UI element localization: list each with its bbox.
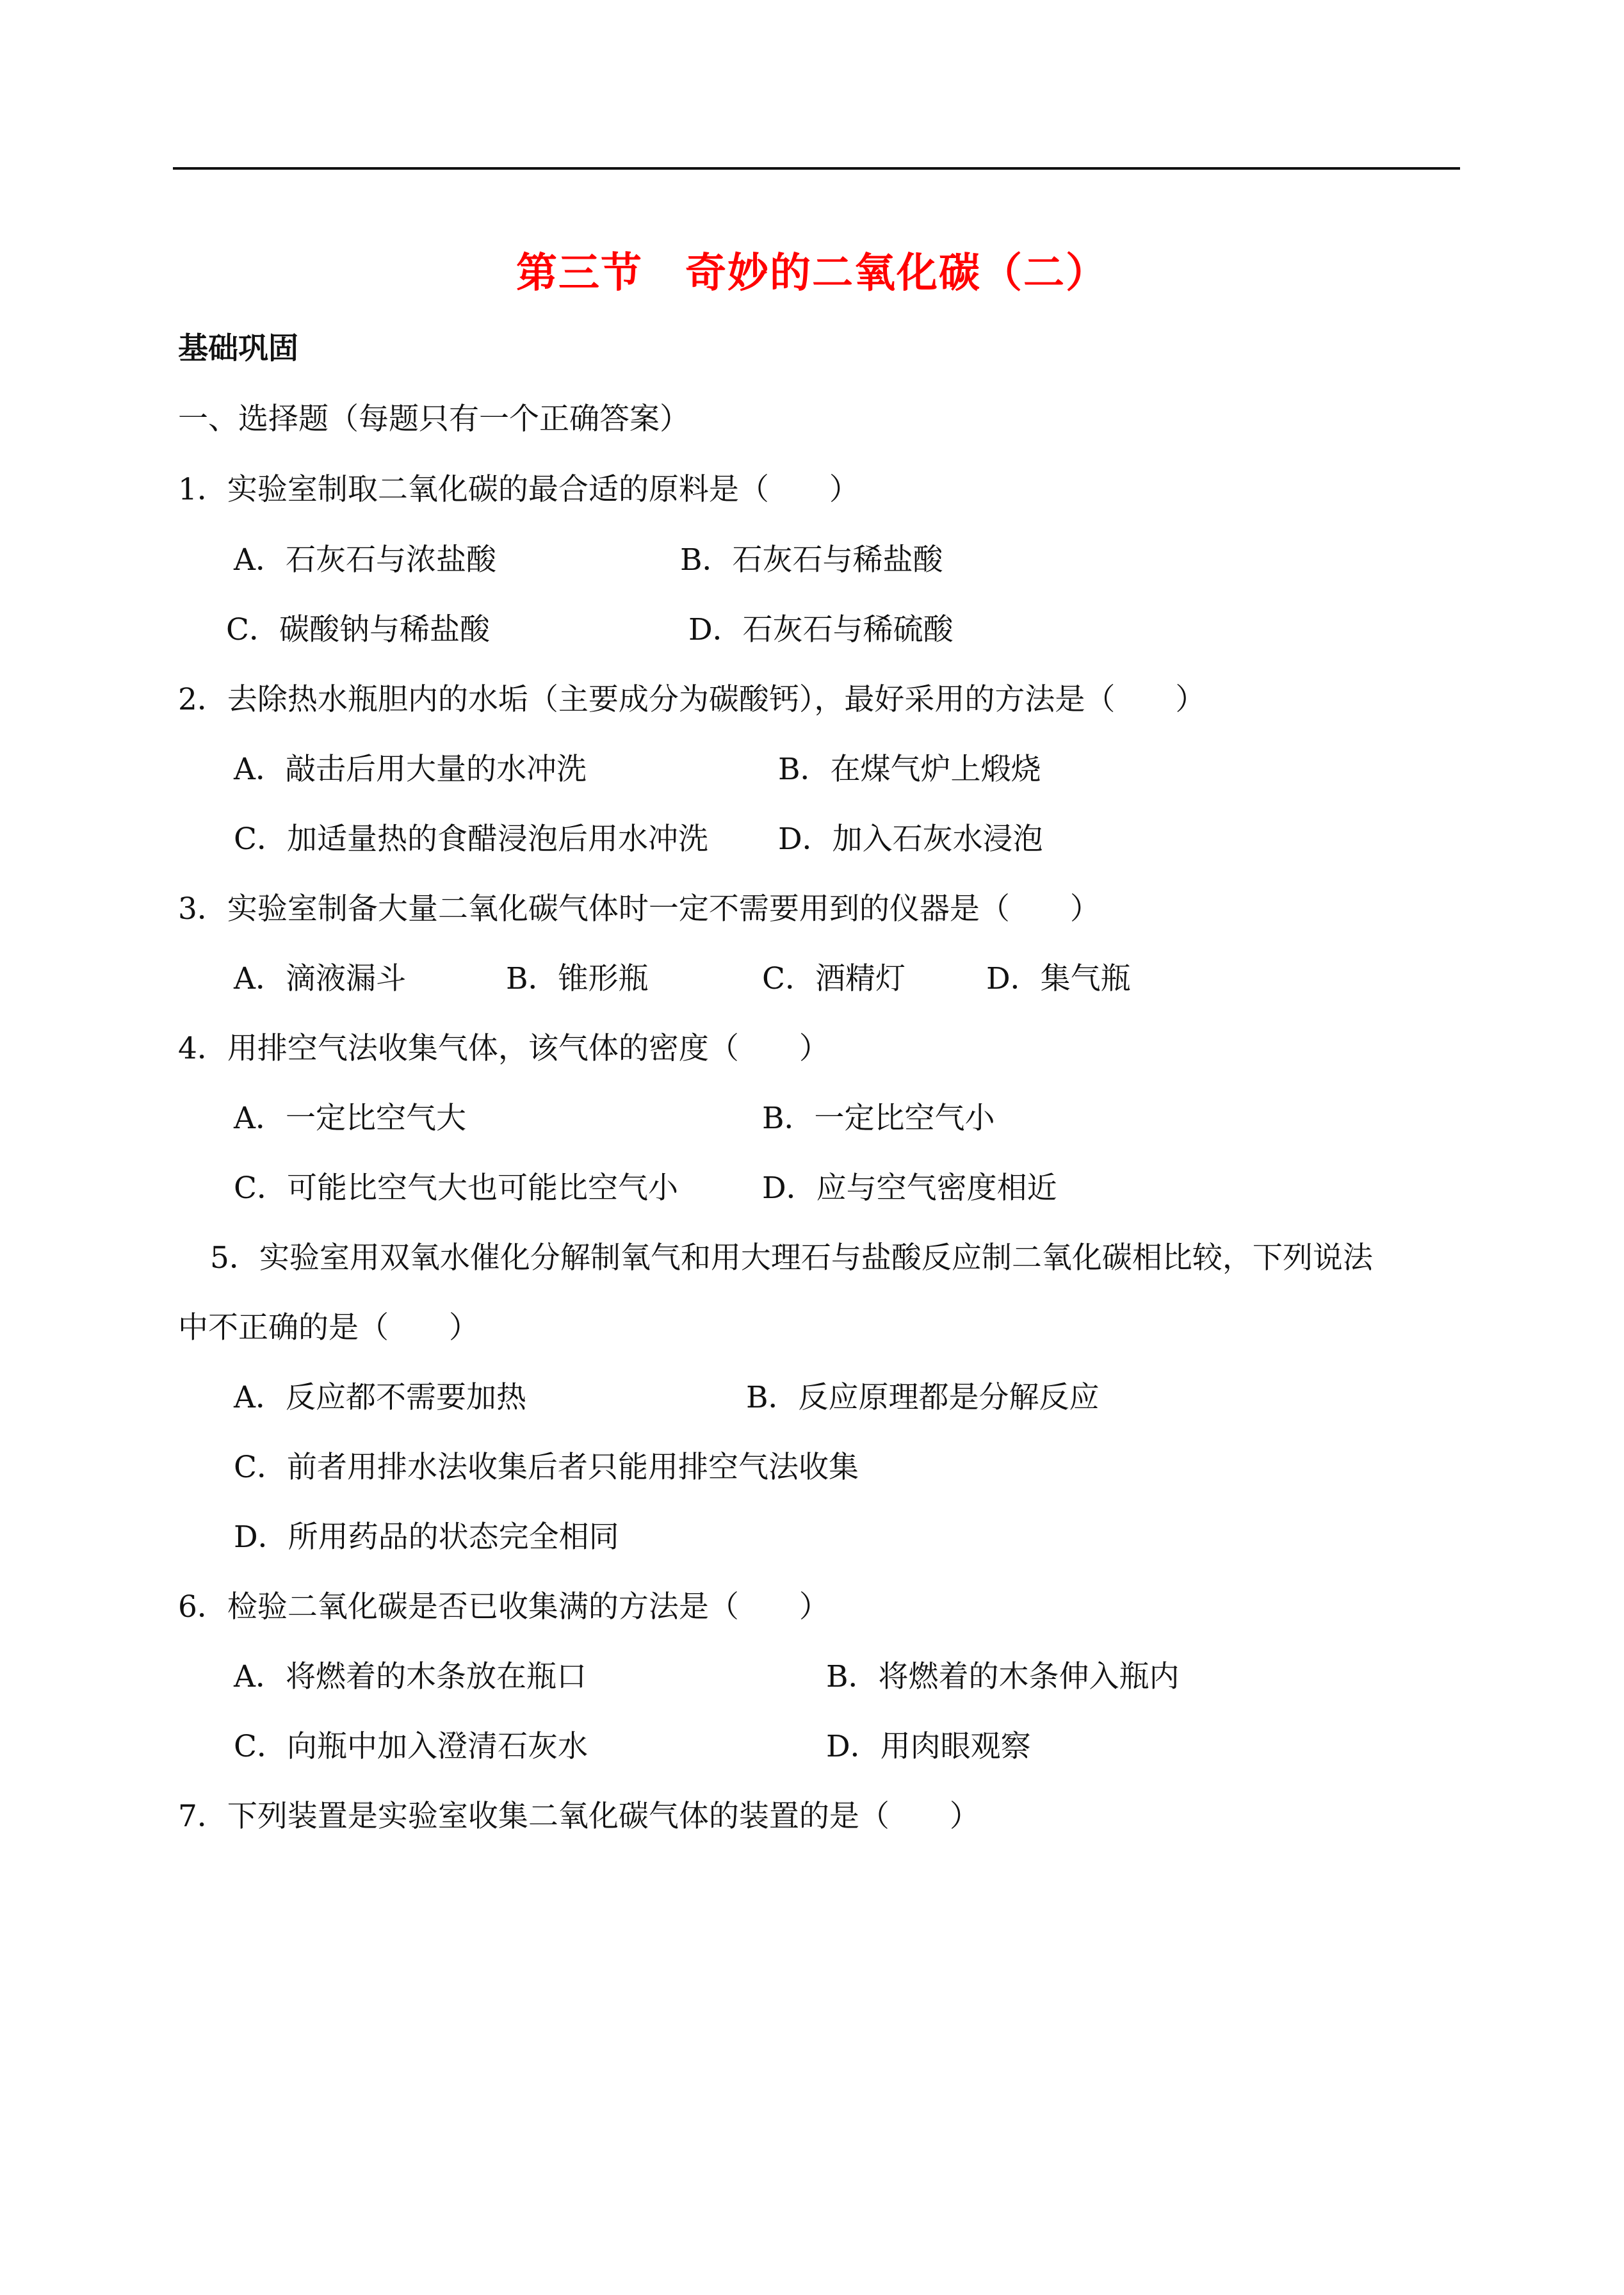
- question-5-option-c: C．前者用排水法收集后者只能用排空气法收集: [234, 1450, 859, 1485]
- question-2-option-a: A．敲击后用大量的水冲洗: [234, 752, 587, 787]
- question-5-option-d: D．所用药品的状态完全相同: [234, 1520, 619, 1555]
- question-1-option-b: B．石灰石与稀盐酸: [680, 542, 943, 578]
- question-1-option-c: C．碳酸钠与稀盐酸: [226, 612, 490, 647]
- question-4-option-d: D．应与空气密度相近: [762, 1171, 1057, 1206]
- question-4-stem: 4．用排空气法收集气体，该气体的密度（ ）: [178, 1031, 829, 1066]
- question-3-option-c: C．酒精灯: [762, 961, 905, 996]
- question-2-stem: 2．去除热水瓶胆内的水垢（主要成分为碳酸钙），最好采用的方法是（ ）: [178, 682, 1206, 717]
- question-5-option-b: B．反应原理都是分解反应: [746, 1380, 1100, 1415]
- question-1-option-a: A．石灰石与浓盐酸: [234, 542, 496, 578]
- question-5-stem-line-1: 5．实验室用双氧水催化分解制氧气和用大理石与盐酸反应制二氧化碳相比较，下列说法: [210, 1240, 1373, 1276]
- question-6-option-d: D．用肉眼观察: [826, 1729, 1031, 1764]
- question-2-option-c: C．加适量热的食醋浸泡后用水冲洗: [234, 822, 708, 857]
- question-6-option-b: B．将燃着的木条伸入瓶内: [826, 1659, 1180, 1694]
- question-4-option-c: C．可能比空气大也可能比空气小: [234, 1171, 678, 1206]
- page-title: 第三节 奇妙的二氧化碳（二）: [516, 249, 1108, 297]
- question-3-option-a: A．滴液漏斗: [234, 961, 406, 996]
- question-1-option-d: D．石灰石与稀硫酸: [688, 612, 954, 647]
- question-1-stem: 1．实验室制取二氧化碳的最合适的原料是（ ）: [178, 472, 859, 507]
- question-3-stem: 3．实验室制备大量二氧化碳气体时一定不需要用到的仪器是（ ）: [178, 891, 1100, 927]
- question-6-stem: 6．检验二氧化碳是否已收集满的方法是（ ）: [178, 1589, 829, 1625]
- question-5-option-a: A．反应都不需要加热: [234, 1380, 526, 1415]
- section-heading: 基础巩固: [178, 331, 298, 366]
- question-4-option-b: B．一定比空气小: [762, 1101, 995, 1136]
- question-2-option-d: D．加入石灰水浸泡: [778, 822, 1043, 857]
- question-3-option-b: B．锥形瓶: [506, 961, 649, 996]
- question-6-option-c: C．向瓶中加入澄清石灰水: [234, 1729, 588, 1764]
- question-7-stem: 7．下列装置是实验室收集二氧化碳气体的装置的是（ ）: [178, 1799, 980, 1834]
- question-3-option-d: D．集气瓶: [986, 961, 1131, 996]
- question-5-stem-line-2: 中不正确的是（ ）: [178, 1310, 479, 1345]
- question-6-option-a: A．将燃着的木条放在瓶口: [234, 1659, 587, 1694]
- part-heading: 一、选择题（每题只有一个正确答案）: [178, 401, 690, 437]
- question-4-option-a: A．一定比空气大: [234, 1101, 466, 1136]
- header-rule: [173, 167, 1460, 170]
- question-2-option-b: B．在煤气炉上煅烧: [778, 752, 1041, 787]
